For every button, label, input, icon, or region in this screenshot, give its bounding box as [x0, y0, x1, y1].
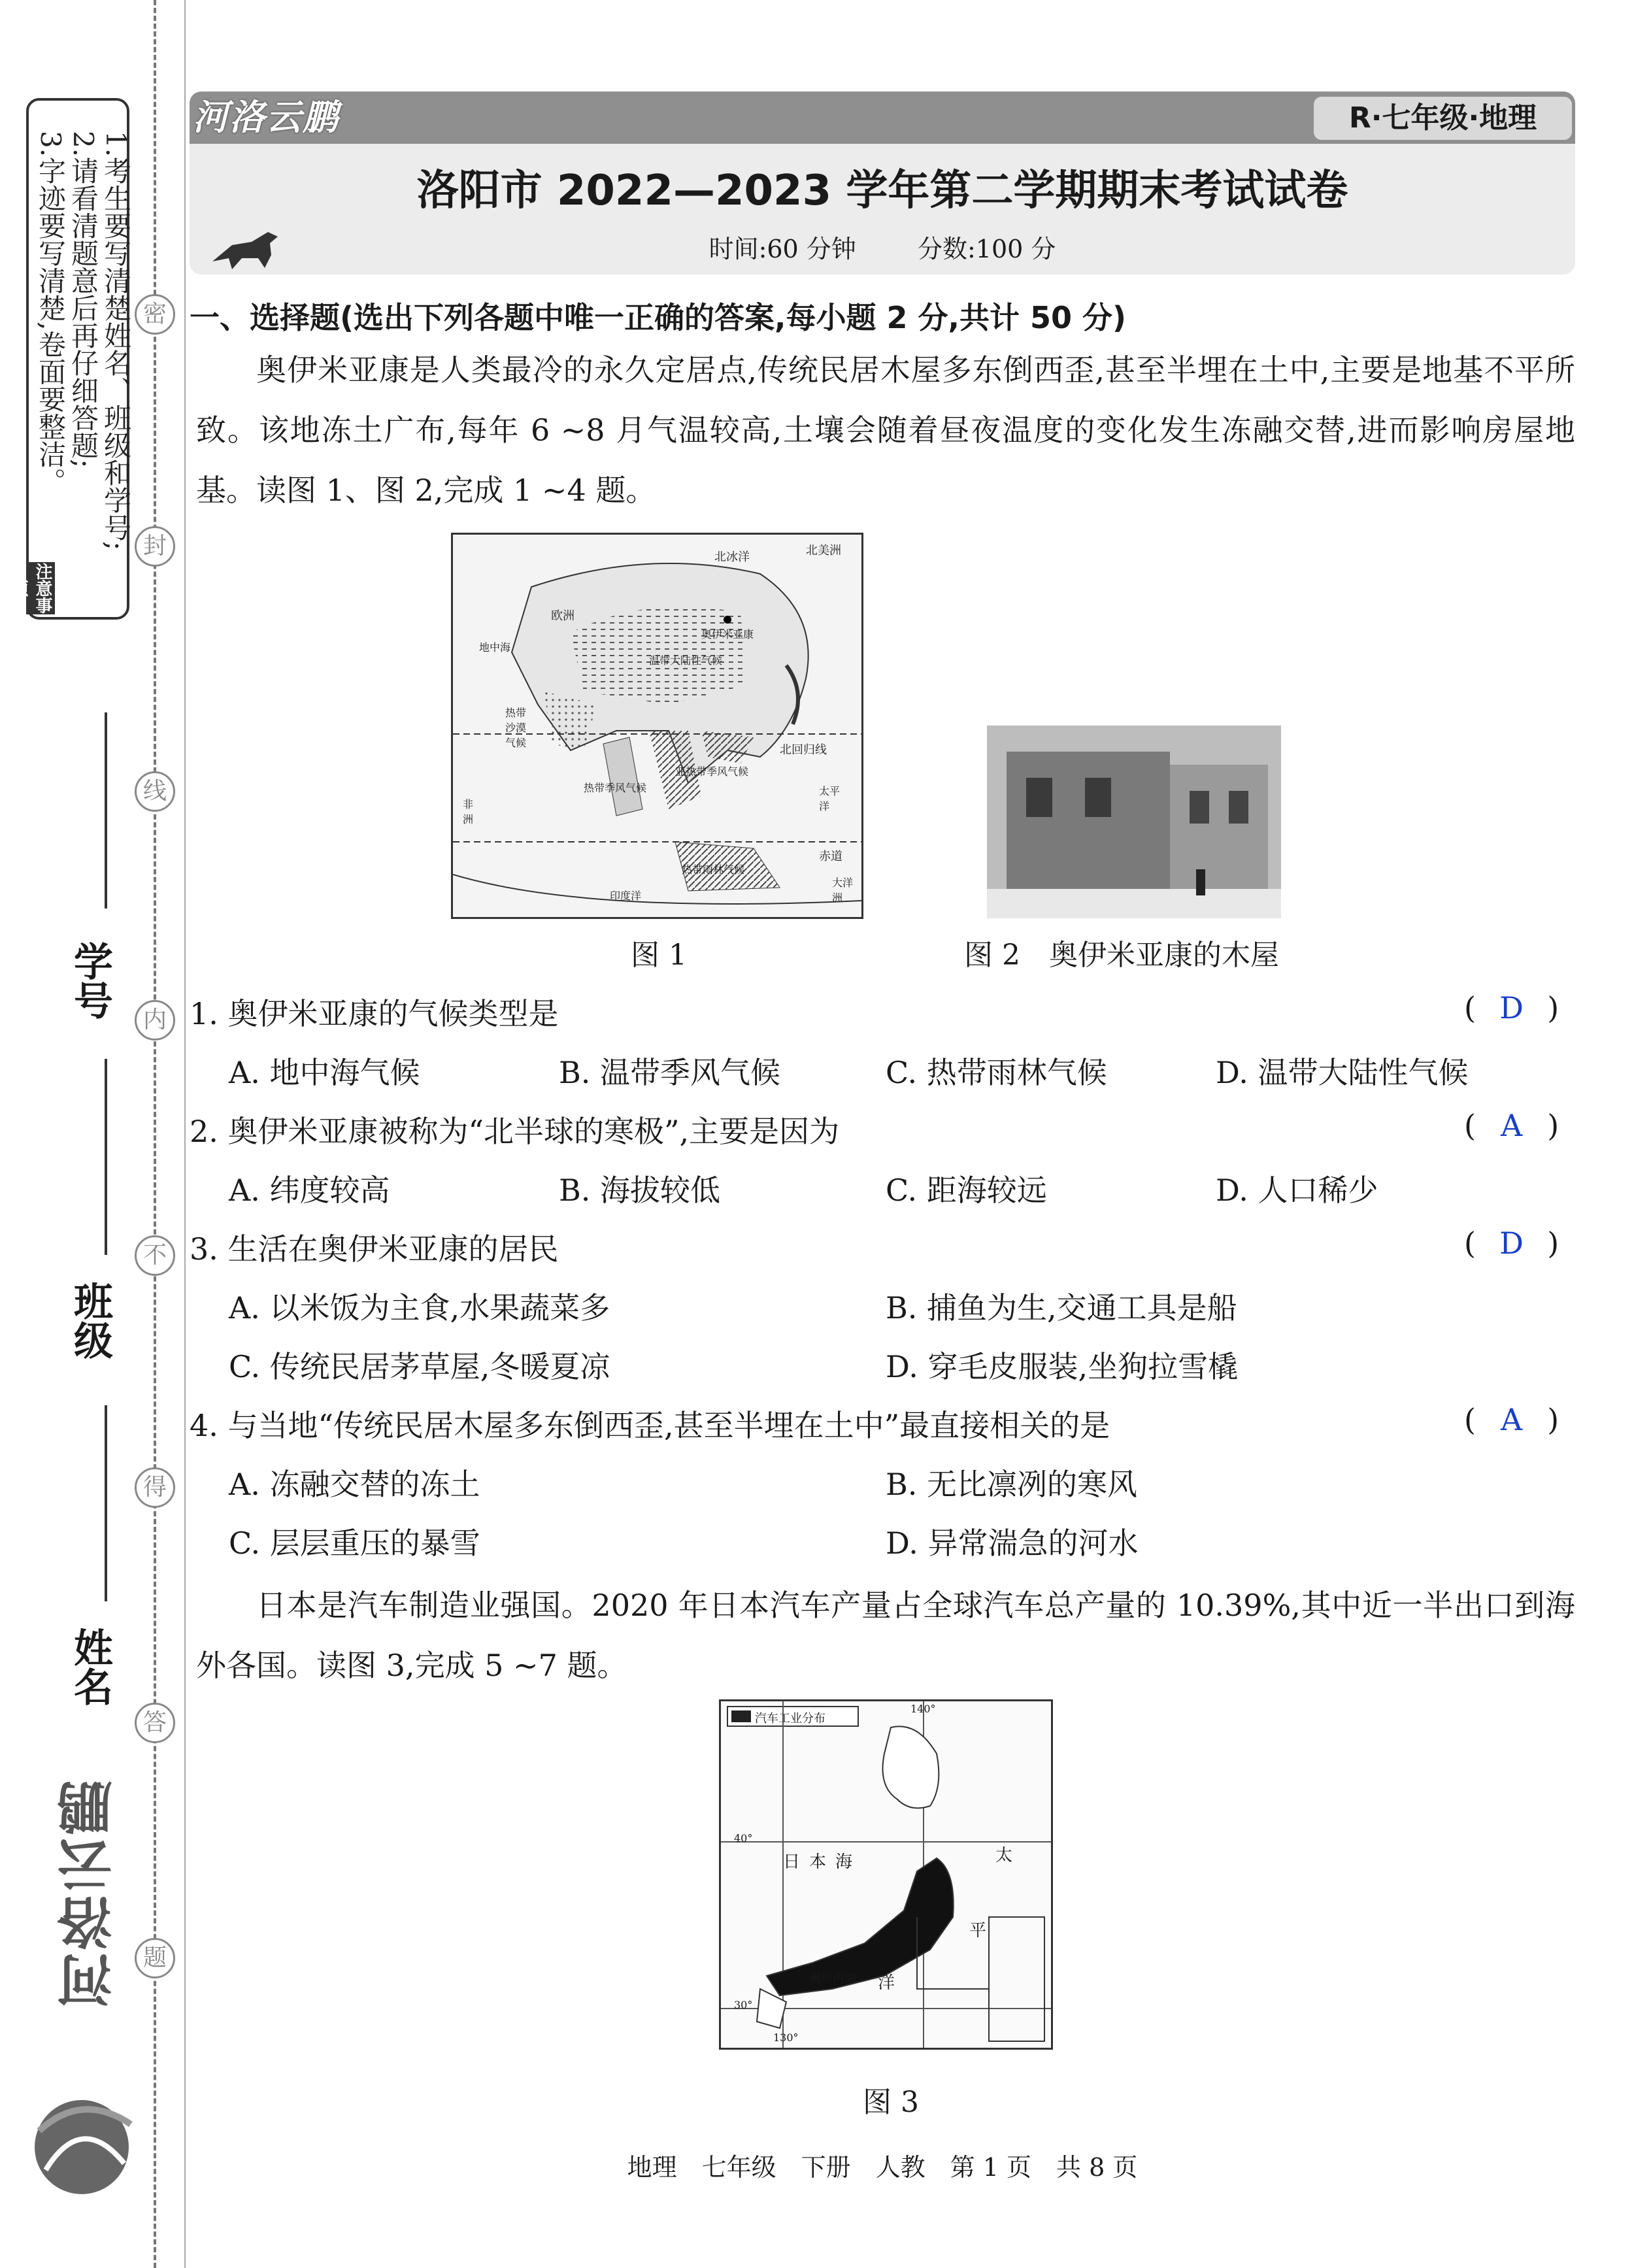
- class-line[interactable]: [105, 1059, 107, 1255]
- question-1-stem: 1. 奥伊米亚康的气候类型是: [190, 996, 559, 1031]
- seal-char: 密: [135, 294, 175, 335]
- map1-label: 热带季风气候: [584, 782, 647, 794]
- option[interactable]: A. 以米饭为主食,水果蔬菜多: [229, 1290, 610, 1326]
- seal-char: 内: [135, 1000, 175, 1041]
- name-line[interactable]: [105, 1405, 107, 1601]
- seal-char: 题: [135, 1938, 175, 1978]
- figure-3-map: [719, 1699, 1053, 2050]
- figure-2-photo: [987, 725, 1281, 918]
- class-label: 班级: [67, 1281, 113, 1359]
- question-2-answer: ( A ): [1464, 1108, 1559, 1143]
- map3-label: 日本海: [783, 1852, 862, 1872]
- figure-1-caption: 图 1: [631, 939, 687, 972]
- map1-label: 北冰洋: [714, 550, 750, 564]
- map1-label: 赤道: [819, 850, 842, 863]
- score-label: 分数:100 分: [918, 235, 1056, 263]
- notice-1: 1.考生要写清楚姓名、班级和学号;: [100, 131, 132, 551]
- exam-meta: [190, 229, 1575, 265]
- option[interactable]: A. 冻融交替的冻土: [229, 1467, 480, 1502]
- map3-label: 130°: [773, 2031, 799, 2044]
- question-3-stem: 3. 生活在奥伊米亚康的居民: [190, 1231, 559, 1267]
- name-label: 姓名: [67, 1627, 113, 1706]
- map1-label: 地中海: [479, 641, 511, 654]
- seal-char: 不: [135, 1235, 175, 1276]
- option[interactable]: A. 地中海气候: [229, 1055, 420, 1090]
- option[interactable]: B. 无比凛冽的寒风: [886, 1467, 1138, 1502]
- option[interactable]: B. 温带季风气候: [559, 1055, 781, 1090]
- map3-label: 濑户内海: [809, 1972, 856, 1986]
- seal-char: 线: [135, 771, 175, 812]
- map1-label: 热带沙漠气候: [505, 707, 527, 749]
- option[interactable]: A. 纬度较高: [229, 1173, 390, 1208]
- map1-label: 非洲: [463, 798, 474, 825]
- brand-emblem-icon: [26, 2072, 137, 2222]
- map1-label: 热带雨林气候: [682, 863, 745, 876]
- map3-label: 洋: [878, 1973, 895, 1993]
- option[interactable]: D. 人口稀少: [1216, 1173, 1378, 1208]
- question-4-stem: 4. 与当地“传统民居木屋多东倒西歪,甚至半埋在土中”最直接相关的是: [190, 1408, 1110, 1443]
- option[interactable]: B. 海拔较低: [559, 1173, 721, 1208]
- seal-dashed-line: [154, 0, 156, 2268]
- page-left-rule: [184, 0, 186, 2268]
- side-brand-logo: 河洛云鹏: [57, 1778, 121, 2008]
- map1-label: 奥伊米亚康: [701, 628, 754, 641]
- question-1-answer: ( D ): [1464, 990, 1559, 1026]
- map1-label: 温带大陆性气候: [649, 654, 723, 667]
- question-2-stem: 2. 奥伊米亚康被称为“北半球的寒极”,主要是因为: [190, 1114, 840, 1149]
- map1-label: 印度洋: [610, 890, 642, 902]
- notice-2: 2.请看清题意后再仔细答题;: [67, 131, 99, 469]
- map3-label: 平: [969, 1921, 987, 1941]
- option[interactable]: C. 热带雨林气候: [886, 1055, 1107, 1090]
- map3-label: 太: [995, 1846, 1013, 1865]
- page-footer: 地理 七年级 下册 人教 第 1 页 共 8 页: [627, 2153, 1138, 2182]
- option[interactable]: C. 传统民居茅草屋,冬暖夏凉: [229, 1349, 610, 1384]
- figure-3-caption: 图 3: [863, 2086, 919, 2119]
- japan-auto-map: [721, 1701, 1051, 2048]
- section-title: 一、选择题(选出下列各题中唯一正确的答案,每小题 2 分,共计 50 分): [190, 300, 1127, 335]
- option[interactable]: C. 距海较远: [886, 1173, 1047, 1208]
- option[interactable]: C. 层层重压的暴雪: [229, 1526, 480, 1561]
- question-3-answer: ( D ): [1464, 1226, 1559, 1261]
- option[interactable]: B. 捕鱼为生,交通工具是船: [886, 1290, 1237, 1326]
- time-label: 时间:60 分钟: [709, 235, 856, 263]
- answer-value: D: [1499, 990, 1524, 1026]
- notice-label: 注意事项: [26, 562, 55, 614]
- notice-text: [34, 131, 132, 608]
- map1-label: 欧洲: [551, 609, 575, 623]
- map1-label: 北美洲: [806, 544, 841, 558]
- map3-label: 40°: [734, 1832, 753, 1844]
- map1-label: 大洋洲: [832, 876, 854, 904]
- option[interactable]: D. 穿毛皮服装,坐狗拉雪橇: [886, 1349, 1239, 1384]
- intro-paragraph-1: 奥伊米亚康是人类最冷的永久定居点,传统民居木屋多东倒西歪,甚至半埋在土中,主要是地基不平所致。该地冻土广布,每年 6 ~8 月气温较高,土壤会随着昼夜温度的变化发生冻融交替,进而影响房屋地基。读图 1、图 2,完成 1 ~4 题。: [196, 352, 1575, 508]
- option[interactable]: D. 温带大陆性气候: [1216, 1055, 1469, 1090]
- seal-char: 得: [135, 1467, 175, 1508]
- brand-badge: 河洛云鹏: [193, 97, 339, 138]
- map1-label: 北回归线: [780, 743, 827, 757]
- notice-3: 3.字迹要写清楚,卷面要整洁。: [35, 131, 67, 495]
- map1-label: 亚热带季风气候: [675, 765, 749, 778]
- exam-title: 洛阳市 2022—2023 学年第二学期期末考试试卷: [416, 167, 1348, 215]
- answer-value: A: [1500, 1108, 1523, 1143]
- question-4-answer: ( A ): [1464, 1402, 1559, 1437]
- edition-badge: R·七年级·地理: [1314, 97, 1572, 140]
- figure-2-caption: 图 2 奥伊米亚康的木屋: [964, 939, 1279, 972]
- map3-label: 140°: [910, 1703, 936, 1715]
- student-id-label: 学号: [67, 941, 113, 1020]
- answer-value: A: [1500, 1402, 1523, 1437]
- intro-paragraph-2: 日本是汽车制造业强国。2020 年日本汽车产量占全球汽车总产量的 10.39%,其中近一半出口到海外各国。读图 3,完成 5 ~7 题。: [196, 1588, 1575, 1683]
- map3-legend: 汽车工业分布: [755, 1712, 825, 1726]
- seal-char: 答: [135, 1703, 175, 1743]
- figure-1-map: [451, 533, 863, 919]
- seal-char: 封: [135, 526, 175, 567]
- option[interactable]: D. 异常湍急的河水: [886, 1526, 1139, 1561]
- frozen-house-image: [987, 725, 1281, 918]
- map3-label: 30°: [734, 1999, 753, 2011]
- student-id-line[interactable]: [105, 712, 107, 909]
- answer-value: D: [1499, 1226, 1524, 1261]
- map1-label: 太平洋: [819, 785, 841, 812]
